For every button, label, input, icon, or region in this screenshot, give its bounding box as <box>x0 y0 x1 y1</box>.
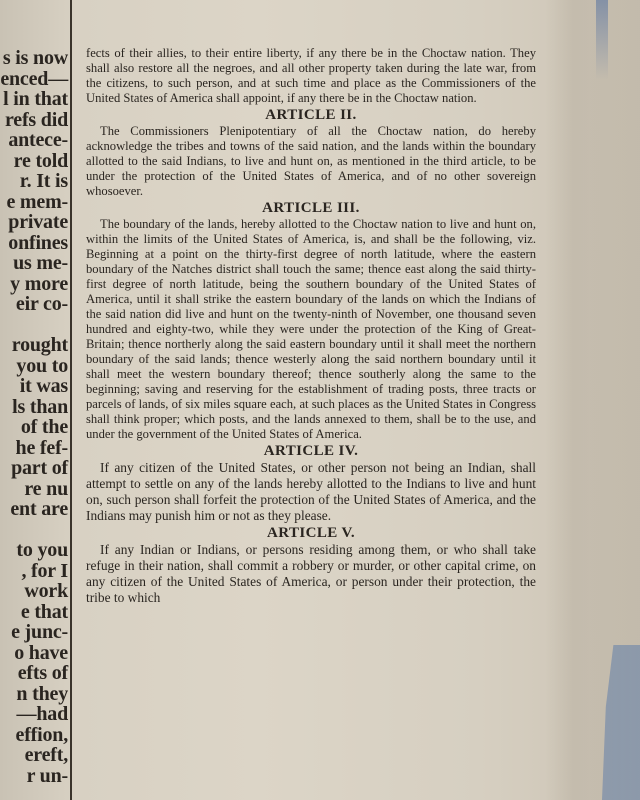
left-column-line: you to <box>16 354 68 377</box>
left-column-line: efts of <box>17 662 68 684</box>
article-4 <box>86 444 536 524</box>
left-column-line: antece- <box>8 129 68 151</box>
left-column-line: l in that <box>3 88 68 110</box>
left-column-line <box>0 520 70 541</box>
left-column-line: e that <box>20 600 68 623</box>
left-column-line: re told <box>13 149 68 172</box>
column-rule <box>70 0 72 800</box>
left-column-line: he fef- <box>15 436 68 459</box>
article-5-body: If any Indian or Indians, or persons residing among them, or who shall take refuge in their nation, shall commit a robbery or murder, or other capital crime, on any citizen of the United States of America, or person under their protection, the tribe to which <box>86 542 536 605</box>
article-2-body: The Commissioners Plenipotentiary of all the Choctaw nation, do hereby acknowledge the tribes and towns of the said nation, and the lands within the boundary allotted to the said Indians, to live and hunt on, as mentioned in the third article, to be under the protection of the United States of America, and of no other sovereign whosoever. <box>86 124 536 198</box>
left-column-line: e mem- <box>6 190 68 213</box>
left-column-line: effion, <box>15 723 68 746</box>
left-column-line: —had <box>16 703 68 725</box>
left-column-line: rought <box>11 334 68 356</box>
article-1-ending: fects of their allies, to their entire liberty, if any there be in the Choctaw nation. They shall also restore all the negroes, and all other property taken during the late war, from the citizens, to such person, and at such time and place as the Commissioners of the United States of America shall appoint, if any there be in the Choctaw nation. <box>86 46 536 105</box>
left-column-line: ent are <box>10 498 68 520</box>
left-column-line: refs did <box>4 108 68 131</box>
left-column-line: re nu <box>24 477 68 500</box>
article-2 <box>86 108 536 199</box>
left-column-line: r un- <box>26 764 68 786</box>
left-column-line: y more <box>10 272 68 295</box>
left-column-line: eir co- <box>15 293 68 315</box>
article-3-body: The boundary of the lands, hereby allotted to the Choctaw nation to live and hunt on, within the limits of the United States of America, is, and shall be the following, viz. Beginning at a point on the thirty-first degree of north latitude, where the eastern boundary of the Natches district shall touch the same; thence east along the said thirty-first degree of north latitude, being the southern boundary of the United States of America, until it shall strike the eastern boundary of the lands on which the Indians of the said nation did live and hunt on the twenty-ninth of November, one thousand seven hundred and eighty-two, while they were under the protection of the King of Great-Britain; thence northerly along the said eastern boundary until it shall meet the northern boundary of the said lands; thence westerly along the said northern boundary until it shall meet the western boundary thereof; thence southerly along the same to the beginning; saving and reserving for the establishment of trading posts, three tracts or parcels of lands, of six miles square each, at such places as the United States in Congress shall think proper; which posts, and the lands annexed to them, shall be to the use, and under the government of the United States of America. <box>86 217 536 441</box>
left-column-line: part of <box>11 457 68 479</box>
left-column-line: s is now <box>2 48 68 69</box>
left-column-line: of the <box>20 416 68 438</box>
left-column-line: us me- <box>13 252 68 274</box>
blue-stain-top <box>596 0 608 80</box>
left-column-line: n they <box>16 682 68 705</box>
left-column-line: to you <box>16 539 68 561</box>
left-column-fragment <box>0 48 70 786</box>
article-5 <box>86 526 536 606</box>
left-column-line: ereft, <box>24 744 68 766</box>
article-4-heading: ARTICLE IV. <box>263 443 359 459</box>
left-column-line: private <box>8 211 68 233</box>
left-column-line: enced— <box>0 67 68 90</box>
left-column-line: o have <box>14 641 68 664</box>
article-4-body: If any citizen of the United States, or other person not being an Indian, shall attempt to settle on any of the lands hereby allotted to the Indians to live and hunt on, such person shall forfeit the protection of the United States of America, and the Indians may punish him or not as they please. <box>86 460 536 523</box>
left-column-line: it was <box>19 375 68 397</box>
right-column <box>86 46 536 606</box>
left-column-line: r. It is <box>19 170 68 192</box>
left-column-line: onfines <box>8 231 68 254</box>
left-column-line: ls than <box>12 395 68 418</box>
article-5-heading: ARTICLE V. <box>267 525 355 541</box>
left-column-line: work <box>24 580 68 602</box>
left-column-line <box>0 315 70 336</box>
article-3-heading: ARTICLE III. <box>262 200 360 216</box>
article-3 <box>86 201 536 442</box>
left-column-line: , for I <box>21 559 68 582</box>
left-column-line: e junc- <box>11 621 68 643</box>
article-2-heading: ARTICLE II. <box>265 107 357 123</box>
